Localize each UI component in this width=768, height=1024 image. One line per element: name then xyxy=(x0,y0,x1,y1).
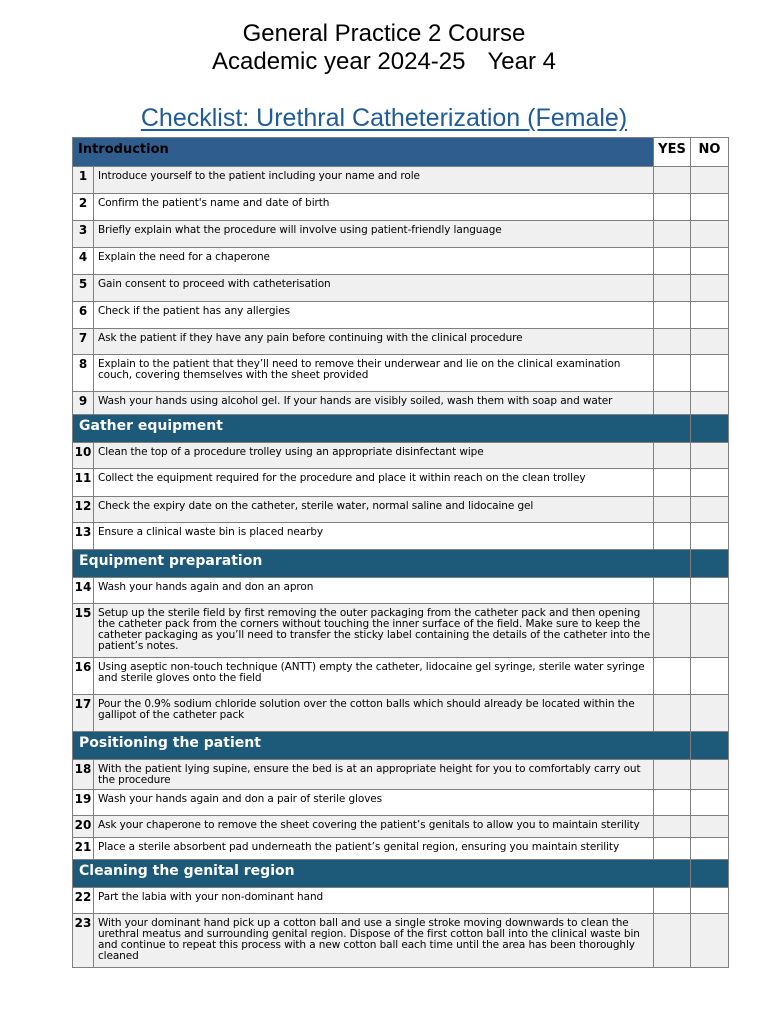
checklist-row xyxy=(73,838,729,860)
no-checkbox[interactable] xyxy=(691,355,729,392)
item-text: Place a sterile absorbent pad underneath the patient’s genital region, ensuring you maintain sterility xyxy=(94,838,654,860)
no-checkbox[interactable] xyxy=(691,248,729,275)
item-number: 3 xyxy=(73,221,94,248)
no-checkbox[interactable] xyxy=(691,523,729,550)
item-number: 17 xyxy=(73,695,94,732)
yes-checkbox[interactable] xyxy=(654,469,691,497)
item-text: Collect the equipment required for the procedure and place it within reach on the clean trolley xyxy=(94,469,654,497)
yes-checkbox[interactable] xyxy=(654,221,691,248)
checklist-row xyxy=(73,355,729,392)
item-text: Ask the patient if they have any pain before continuing with the clinical procedure xyxy=(94,329,654,355)
item-text: Setup up the sterile field by first removing the outer packaging from the catheter pack and then opening the catheter pack from the corners without touching the inner surface of the field. Make sure to keep the catheter packaging as you’ll need to transfer the sticky label containing the details of the catheter into the patient’s notes. xyxy=(94,604,654,658)
section-title: Gather equipment xyxy=(73,415,691,443)
yes-checkbox[interactable] xyxy=(654,275,691,302)
yes-checkbox[interactable] xyxy=(654,790,691,816)
section-title: Cleaning the genital region xyxy=(73,860,691,888)
yes-checkbox[interactable] xyxy=(654,604,691,658)
section-title: Equipment preparation xyxy=(73,550,691,578)
item-number: 7 xyxy=(73,329,94,355)
item-text: Check the expiry date on the catheter, sterile water, normal saline and lidocaine gel xyxy=(94,497,654,523)
item-text: Ensure a clinical waste bin is placed nearby xyxy=(94,523,654,550)
yes-checkbox[interactable] xyxy=(654,443,691,469)
no-checkbox[interactable] xyxy=(691,604,729,658)
yes-checkbox[interactable] xyxy=(654,302,691,329)
item-number: 2 xyxy=(73,194,94,221)
section-title: Introduction xyxy=(73,138,654,167)
checklist-row xyxy=(73,604,729,658)
item-number: 12 xyxy=(73,497,94,523)
item-number: 15 xyxy=(73,604,94,658)
item-number: 22 xyxy=(73,888,94,914)
no-checkbox[interactable] xyxy=(691,838,729,860)
checklist-row xyxy=(73,760,729,790)
checklist-row xyxy=(73,578,729,604)
no-checkbox[interactable] xyxy=(691,302,729,329)
no-checkbox[interactable] xyxy=(691,760,729,790)
no-checkbox[interactable] xyxy=(691,443,729,469)
item-text: With the patient lying supine, ensure the bed is at an appropriate height for you to comfortably carry out the procedure xyxy=(94,760,654,790)
yes-checkbox[interactable] xyxy=(654,816,691,838)
no-checkbox[interactable] xyxy=(691,329,729,355)
checklist-row xyxy=(73,443,729,469)
no-checkbox[interactable] xyxy=(691,497,729,523)
item-text: Gain consent to proceed with catheterisation xyxy=(94,275,654,302)
item-number: 5 xyxy=(73,275,94,302)
item-text: Explain the need for a chaperone xyxy=(94,248,654,275)
no-checkbox[interactable] xyxy=(691,790,729,816)
item-number: 14 xyxy=(73,578,94,604)
yes-checkbox[interactable] xyxy=(654,523,691,550)
item-text: Wash your hands again and don a pair of sterile gloves xyxy=(94,790,654,816)
checklist-row xyxy=(73,194,729,221)
yes-checkbox[interactable] xyxy=(654,695,691,732)
item-text: Wash your hands using alcohol gel. If your hands are visibly soiled, wash them with soap and water xyxy=(94,392,654,415)
section-title: Positioning the patient xyxy=(73,732,691,760)
checklist-row xyxy=(73,275,729,302)
yes-checkbox[interactable] xyxy=(654,167,691,194)
item-text: Confirm the patient's name and date of birth xyxy=(94,194,654,221)
item-text: Part the labia with your non-dominant hand xyxy=(94,888,654,914)
checklist-row xyxy=(73,167,729,194)
item-text: Clean the top of a procedure trolley using an appropriate disinfectant wipe xyxy=(94,443,654,469)
checklist-row xyxy=(73,914,729,968)
no-checkbox[interactable] xyxy=(691,578,729,604)
checklist-row xyxy=(73,497,729,523)
checklist-row xyxy=(73,816,729,838)
item-number: 10 xyxy=(73,443,94,469)
year-level: Year 4 xyxy=(487,48,556,75)
yes-checkbox[interactable] xyxy=(654,888,691,914)
item-number: 9 xyxy=(73,392,94,415)
checklist-row xyxy=(73,523,729,550)
checklist-row xyxy=(73,695,729,732)
checklist-row xyxy=(73,790,729,816)
yes-checkbox[interactable] xyxy=(654,248,691,275)
yes-checkbox[interactable] xyxy=(654,329,691,355)
no-checkbox[interactable] xyxy=(691,221,729,248)
yes-checkbox[interactable] xyxy=(654,838,691,860)
checklist-table xyxy=(72,137,729,968)
item-number: 18 xyxy=(73,760,94,790)
item-text: Briefly explain what the procedure will involve using patient-friendly language xyxy=(94,221,654,248)
no-checkbox[interactable] xyxy=(691,167,729,194)
item-number: 6 xyxy=(73,302,94,329)
checklist-row xyxy=(73,888,729,914)
item-number: 4 xyxy=(73,248,94,275)
item-text: Wash your hands again and don an apron xyxy=(94,578,654,604)
no-checkbox[interactable] xyxy=(691,658,729,695)
item-text: Ask your chaperone to remove the sheet covering the patient’s genitals to allow you to maintain sterility xyxy=(94,816,654,838)
yes-checkbox[interactable] xyxy=(654,760,691,790)
no-checkbox[interactable] xyxy=(691,695,729,732)
document-header xyxy=(0,20,768,76)
item-text: Explain to the patient that they’ll need to remove their underwear and lie on the clinical examination couch, covering themselves with the sheet provided xyxy=(94,355,654,392)
item-text: Using aseptic non-touch technique (ANTT) empty the catheter, lidocaine gel syringe, sterile water syringe and sterile gloves onto the field xyxy=(94,658,654,695)
item-number: 21 xyxy=(73,838,94,860)
yes-checkbox[interactable] xyxy=(654,392,691,415)
yes-checkbox[interactable] xyxy=(654,658,691,695)
no-checkbox[interactable] xyxy=(691,914,729,968)
section-header-cleaning-the-genital-region xyxy=(73,860,729,888)
course-title: General Practice 2 Course xyxy=(242,20,526,47)
item-number: 13 xyxy=(73,523,94,550)
no-checkbox[interactable] xyxy=(691,392,729,415)
item-text: Check if the patient has any allergies xyxy=(94,302,654,329)
checklist-title: Checklist: Urethral Catheterization (Female) xyxy=(140,104,628,132)
no-checkbox[interactable] xyxy=(691,816,729,838)
no-checkbox[interactable] xyxy=(691,888,729,914)
item-number: 20 xyxy=(73,816,94,838)
no-checkbox[interactable] xyxy=(691,194,729,221)
yes-checkbox[interactable] xyxy=(654,497,691,523)
item-text: With your dominant hand pick up a cotton ball and use a single stroke moving downwards to clean the urethral meatus and surrounding genital region. Dispose of the first cotton ball into the clinical waste bin and continue to repeat this process with a new cotton ball each time until the area has been thoroughly cleaned xyxy=(94,914,654,968)
item-number: 19 xyxy=(73,790,94,816)
section-header-introduction xyxy=(73,138,729,167)
item-number: 8 xyxy=(73,355,94,392)
item-text: Introduce yourself to the patient including your name and role xyxy=(94,167,654,194)
section-header-positioning-the-patient xyxy=(73,732,729,760)
item-text: Pour the 0.9% sodium chloride solution over the cotton balls which should already be located within the gallipot of the catheter pack xyxy=(94,695,654,732)
checklist-row xyxy=(73,248,729,275)
academic-year: Academic year 2024-25 xyxy=(212,48,466,75)
yes-checkbox[interactable] xyxy=(654,578,691,604)
section-header-gather-equipment xyxy=(73,415,729,443)
item-number: 11 xyxy=(73,469,94,497)
item-number: 1 xyxy=(73,167,94,194)
yes-checkbox[interactable] xyxy=(654,914,691,968)
checklist-row xyxy=(73,221,729,248)
column-header-no: NO xyxy=(691,138,729,167)
section-header-equipment-preparation xyxy=(73,550,729,578)
no-checkbox[interactable] xyxy=(691,275,729,302)
item-number: 23 xyxy=(73,914,94,968)
checklist-row xyxy=(73,469,729,497)
checklist-row xyxy=(73,392,729,415)
item-number: 16 xyxy=(73,658,94,695)
checklist-row xyxy=(73,302,729,329)
yes-checkbox[interactable] xyxy=(654,194,691,221)
academic-year-line xyxy=(0,48,768,76)
checklist-row xyxy=(73,658,729,695)
checklist-row xyxy=(73,329,729,355)
no-checkbox[interactable] xyxy=(691,469,729,497)
yes-checkbox[interactable] xyxy=(654,355,691,392)
column-header-yes: YES xyxy=(654,138,691,167)
